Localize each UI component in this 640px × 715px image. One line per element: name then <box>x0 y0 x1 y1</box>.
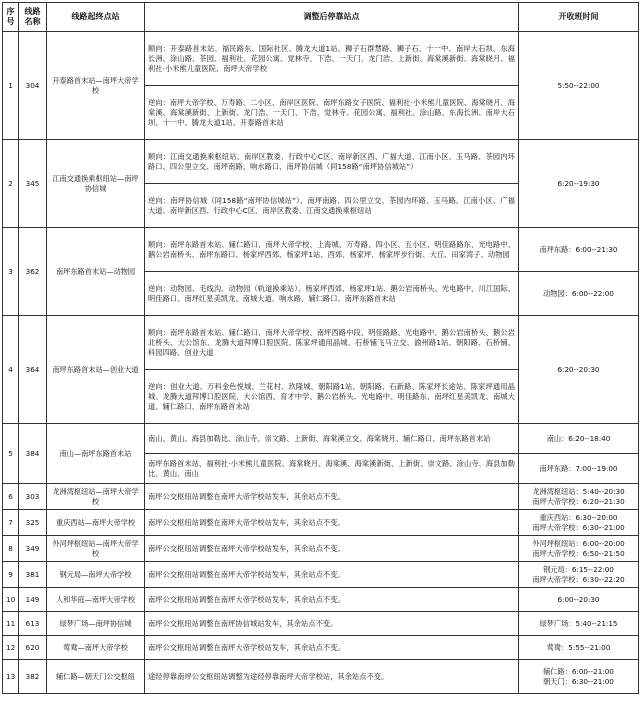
table-row <box>3 140 639 184</box>
header-stops: 调整后停靠站点 <box>145 3 519 32</box>
row-stops: 南坪公交枢纽站调整在南坪大帝学校站发车，其余站点不变。 <box>145 562 519 588</box>
row-stops-forward: 顺向：南坪东路首末站、辅仁路口、南坪大帝学校、上海城、万寿路、四小区、五小区、明佳路路东、光电路中、鹅公岩南桥头、南坪东路口、杨家坪西郊、杨家坪1站、西郊、杨家坪、杨家坪步行街、大丘、田家湾子、动物园 <box>145 228 519 272</box>
row-stops-forward: 顺向：江南交通换乘枢纽站、南岸区教委、行政中心C区、南岸新区西、广福大道、江南小区、玉马路、茶园内环路口、四公里立交、南坪南路、响水路口、南坪协信城（同158路“南坪协信城站”） <box>145 140 519 184</box>
row-no: 8 <box>3 536 19 562</box>
table-row <box>3 228 639 272</box>
route-adjustment-table <box>2 2 639 694</box>
row-terminals: 重庆西站—南坪大帝学校 <box>47 510 145 536</box>
row-no: 5 <box>3 424 19 484</box>
row-line: 304 <box>19 32 47 140</box>
row-time: 重庆西站：6:30--20:00 南坪大帝学校：6:30--21:00 <box>519 510 639 536</box>
row-time: 南山：6:20--18:40 <box>519 424 639 454</box>
row-terminals: 绿梦广场—南坪协信城 <box>47 612 145 636</box>
row-terminals: 钢元局—南坪大帝学校 <box>47 562 145 588</box>
row-stops-reverse: 逆向：动物园、毛线沟、动物园（轨道换乘站）、杨家坪西郊、杨家坪1站、鹅公岩南桥头、光电路中、川江国际、明佳路口、南坪红星美凯龙、南城大道、响水路、辅仁路口、南坪东路首末站 <box>145 272 519 316</box>
row-stops: 南坪公交枢纽站调整在南坪协信城站发车，其余站点不变。 <box>145 612 519 636</box>
row-terminals: 辅仁路—朝天门公交枢纽 <box>47 660 145 694</box>
header-no: 序号 <box>3 3 19 32</box>
row-line: 362 <box>19 228 47 316</box>
table-row <box>3 510 639 536</box>
row-stops-forward: 南山、黄山、海县加勒比、涂山寺、崇文路、上新街、海棠溪立交、海棠晓月、辅仁路口、南坪东路首末站 <box>145 424 519 454</box>
row-no: 4 <box>3 316 19 424</box>
row-no: 11 <box>3 612 19 636</box>
row-time: 钢元局：6:15--22:00 南坪大帝学校：6:30--22:20 <box>519 562 639 588</box>
row-terminals: 外河坪枢纽站—南坪大帝学校 <box>47 536 145 562</box>
row-line: 303 <box>19 484 47 510</box>
row-stops-forward: 顺向：开泰路首末站、福民路东、国际社区、腾龙大道1站、狮子石群慧路、狮子石、十一中、南岸大石坝、东海长洲、涂山路、茶园、福利社、花园公寓、觉林寺、下浩、一天门、龙门浩、上新街、海棠溪新街、海棠晓月、福利社·小米熊儿童医院、南坪大帝学校 <box>145 32 519 86</box>
table-row <box>3 562 639 588</box>
row-terminals: 龙洲湾枢纽站—南坪大帝学校 <box>47 484 145 510</box>
row-no: 7 <box>3 510 19 536</box>
row-line: 364 <box>19 316 47 424</box>
row-time: 辅仁路：6:00--21:00 朝天门：6:30--21:00 <box>519 660 639 694</box>
row-time: 5:50--22:00 <box>519 32 639 140</box>
row-no: 12 <box>3 636 19 660</box>
row-no: 1 <box>3 32 19 140</box>
row-line: 620 <box>19 636 47 660</box>
row-time: 动物园：6:00--22:00 <box>519 272 639 316</box>
row-stops-reverse: 逆向：南坪协信城（同158路“南坪协信城站”）、南坪南路、四公里立交、茶园内环路、玉马路、江南小区、广福大道、南岸新区西、行政中心C区、南岸区教委、江南交通换乘枢纽站 <box>145 184 519 228</box>
row-terminals: 开泰路首末站—南坪大帝学校 <box>47 32 145 140</box>
row-stops-reverse: 逆向：南坪大帝学校、万寿路、二小区、南岸区医院、南坪东路女子医院、福利社·小米熊儿童医院、海棠晓月、海棠溪、海棠溪新街、上新街、龙门浩、一天门、下浩、觉林寺、花园公寓、福利社、涂山路、东海长洲、南岸大石坝、十一中、腾龙大道1站、开泰路首末站 <box>145 86 519 140</box>
row-terminals: 南坪东路首末站—动物园 <box>47 228 145 316</box>
table-row <box>3 612 639 636</box>
table-row <box>3 316 639 370</box>
row-line: 349 <box>19 536 47 562</box>
table-row <box>3 424 639 454</box>
table-row <box>3 536 639 562</box>
table-row <box>3 636 639 660</box>
row-stops: 途经停靠南坪公交枢纽站调整为途经停靠南坪大帝学校站，其余站点不变。 <box>145 660 519 694</box>
row-time: 绿梦广场：5:40--21:15 <box>519 612 639 636</box>
row-time: 莺鸯：5:55--21:00 <box>519 636 639 660</box>
row-no: 3 <box>3 228 19 316</box>
row-stops-forward: 顺向：南坪东路首末站、辅仁路口、南坪大帝学校、南坪西路中段、明佳路路、光电路中、鹅公岩南桥头、鹅公岩北桥头、大公馆东、龙腾大道拜博口腔医院、陈家坪通用晶城、石桥铺飞马立交、渝州路1站、朝阳路、石桥铺、科园四路、创业大道 <box>145 316 519 370</box>
row-terminals: 南坪东路首末站—创业大道 <box>47 316 145 424</box>
row-stops: 南坪公交枢纽站调整在南坪大帝学校站发车，其余站点不变。 <box>145 636 519 660</box>
row-terminals: 南山—南坪东路首末站 <box>47 424 145 484</box>
row-time: 外河坪枢纽站：6:00--20:00 南坪大帝学校：6:50--21:50 <box>519 536 639 562</box>
table-row <box>3 32 639 86</box>
header-line: 线路名称 <box>19 3 47 32</box>
row-line: 381 <box>19 562 47 588</box>
table-row <box>3 484 639 510</box>
row-time: 6:00--20:30 <box>519 588 639 612</box>
row-no: 13 <box>3 660 19 694</box>
row-line: 149 <box>19 588 47 612</box>
row-no: 2 <box>3 140 19 228</box>
row-time: 龙洲湾枢纽站：5:40--20:30 南坪大帝学校：6:20--21:30 <box>519 484 639 510</box>
row-no: 10 <box>3 588 19 612</box>
row-no: 6 <box>3 484 19 510</box>
row-no: 9 <box>3 562 19 588</box>
header-time: 开收班时间 <box>519 3 639 32</box>
header-terminals: 线路起终点站 <box>47 3 145 32</box>
row-stops: 南坪公交枢纽站调整在南坪大帝学校站发车，其余站点不变。 <box>145 484 519 510</box>
table-header-row <box>3 3 639 32</box>
row-terminals: 江南交通换乘枢纽站—南坪协信城 <box>47 140 145 228</box>
row-line: 345 <box>19 140 47 228</box>
row-time: 6:20--19:30 <box>519 140 639 228</box>
table-row <box>3 588 639 612</box>
row-time: 6:20--20:30 <box>519 316 639 424</box>
row-terminals: 人和华庭—南坪大帝学校 <box>47 588 145 612</box>
row-terminals: 莺鸯—南坪大帝学校 <box>47 636 145 660</box>
row-line: 613 <box>19 612 47 636</box>
row-time: 南坪东路：6:00--21:30 <box>519 228 639 272</box>
row-stops: 南坪公交枢纽站调整在南坪大帝学校站发车，其余站点不变。 <box>145 588 519 612</box>
row-stops-reverse: 南坪东路首末站、福利社·小米熊儿童医院、海棠晓月、海棠溪、海棠溪新街、上新街、崇文路、涂山寺、海县加勒比、黄山、南山 <box>145 454 519 484</box>
row-stops-reverse: 逆向：创业大道、万科金色悦城、兰花村、玖隆城、朝阳路1站、朝阳路、石新路、陈家坪长途站、陈家坪通用晶城、龙腾大道拜博口腔医院、大公馆西、育才中学、鹅公岩桥头、光电路中、明佳路东、南坪红星美凯龙、南城大道、辅仁路口、南坪东路首末站 <box>145 370 519 424</box>
table-row <box>3 660 639 694</box>
row-line: 325 <box>19 510 47 536</box>
row-time: 南坪东路：7:00--19:00 <box>519 454 639 484</box>
row-line: 382 <box>19 660 47 694</box>
row-stops: 南坪公交枢纽站调整在南坪大帝学校站发车，其余站点不变。 <box>145 510 519 536</box>
row-line: 384 <box>19 424 47 484</box>
row-stops: 南坪公交枢纽站调整在南坪大帝学校站发车，其余站点不变。 <box>145 536 519 562</box>
